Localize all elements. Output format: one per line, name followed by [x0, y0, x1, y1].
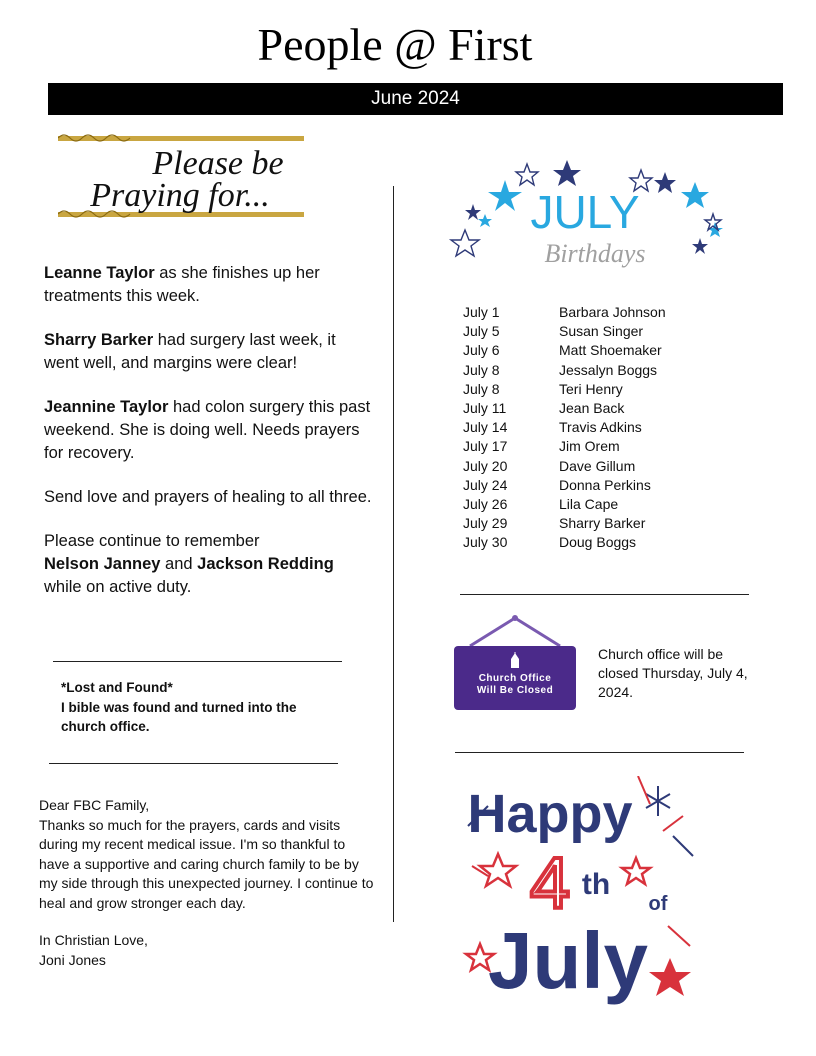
- list-item: July 20 Dave Gillum: [463, 457, 636, 474]
- list-item: July 26 Lila Cape: [463, 495, 619, 512]
- list-item: July 11 Jean Back: [463, 399, 625, 416]
- th-word: th: [581, 868, 611, 901]
- letter-signature: Joni Jones: [39, 951, 106, 968]
- july-word-big: July: [487, 916, 649, 1005]
- list-item: July 30 Doug Boggs: [463, 534, 637, 551]
- church-office-sign: [454, 646, 576, 710]
- remember-note: Please continue to remember Nelson Janney and Jackson Redding while on active duty.: [44, 532, 334, 596]
- divider-line: [53, 661, 342, 662]
- prayer-list: [44, 262, 374, 620]
- letter-closing: In Christian Love,: [39, 932, 148, 948]
- page-title: People @ First: [257, 19, 533, 70]
- church-icon: [508, 652, 522, 668]
- letter-greeting: Dear FBC Family,: [39, 797, 150, 813]
- lost-found: [61, 678, 341, 737]
- happy-fourth-graphic: [458, 776, 698, 1006]
- list-item: July 6 Matt Shoemaker: [463, 342, 662, 359]
- four-numeral: 4: [529, 844, 571, 924]
- list-item: July 29 Sharry Barker: [463, 515, 646, 532]
- praying-line2: Praying for...: [90, 177, 270, 214]
- prayer-send: Send love and prayers of healing to all three.: [44, 488, 372, 506]
- july-word: JULY: [530, 186, 640, 238]
- list-item: July 1 Barbara Johnson: [463, 304, 666, 320]
- thank-you-letter: [39, 796, 379, 970]
- sign-line1: Church Office: [478, 673, 552, 684]
- sign-line2: Will Be Closed: [476, 685, 554, 696]
- prayer-item: Jeannine Taylor had colon surgery this past weekend. She is doing well. Needs prayers for recovery.: [44, 398, 371, 462]
- fireworks-icon: [458, 776, 698, 1006]
- date-banner: June 2024: [48, 83, 783, 115]
- birthdays-word: Birthdays: [544, 239, 646, 268]
- sign-hanger-icon: [466, 614, 564, 648]
- lost-found-title: *Lost and Found*: [61, 680, 173, 695]
- list-item: July 14 Travis Adkins: [463, 419, 642, 436]
- divider-line: [49, 763, 338, 764]
- list-item: July 17 Jim Orem: [463, 438, 620, 455]
- lost-found-text: I bible was found and turned into the church office.: [61, 699, 297, 734]
- list-item: July 5 Susan Singer: [463, 323, 644, 340]
- july-birthdays-graphic: [445, 152, 727, 278]
- column-divider: [393, 186, 394, 922]
- divider-line: [460, 594, 749, 595]
- prayer-item: Leanne Taylor as she finishes up her treatments this week.: [44, 264, 320, 305]
- praying-graphic: [58, 124, 304, 226]
- of-word: of: [648, 893, 668, 915]
- list-item: July 24 Donna Perkins: [463, 476, 651, 493]
- birthday-list: [463, 303, 666, 552]
- list-item: July 8 Jessalyn Boggs: [463, 361, 658, 378]
- office-notice: Church office will be closed Thursday, July 4, 2024.: [598, 646, 748, 700]
- stars-icon: [445, 152, 727, 278]
- letter-body: Thanks so much for the prayers, cards and visits during my recent medical issue. I'm so thankful to have a supportive and caring church family to be by my side through this unexpected journey. I continue to heal and grow stronger each day.: [39, 816, 374, 911]
- divider-line: [455, 752, 744, 753]
- list-item: July 8 Teri Henry: [463, 380, 623, 397]
- praying-line1: Please be: [152, 145, 284, 182]
- prayer-item: Sharry Barker had surgery last week, it went well, and margins were clear!: [44, 331, 336, 372]
- ornament-border-icon: [58, 124, 304, 226]
- happy-word: Happy: [467, 784, 633, 844]
